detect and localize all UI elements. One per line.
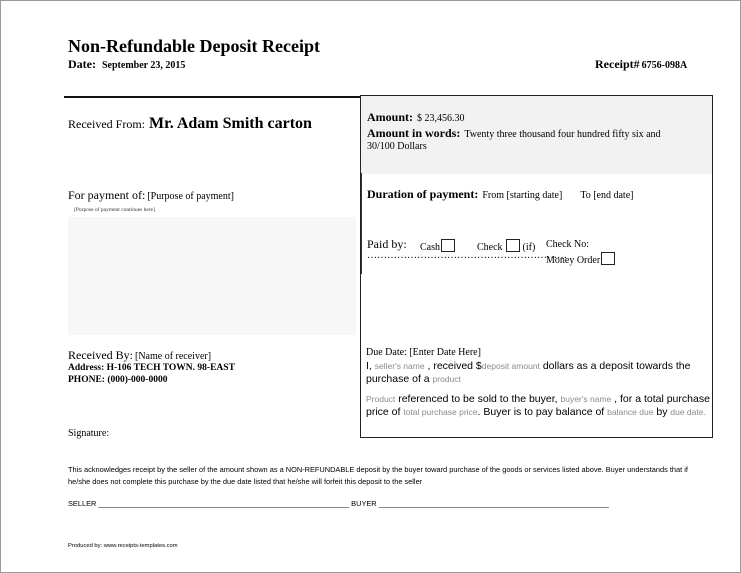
amount-label: Amount:	[367, 110, 414, 124]
money-order-checkbox[interactable]	[601, 252, 615, 265]
receipt-value: 6756-098A	[641, 60, 688, 71]
paid-by-dotted-line: ……………………………………………………	[367, 250, 567, 261]
payment-purpose-continued: [Purpose of payment continues here]	[74, 207, 155, 213]
due-date: Due Date: [Enter Date Here]	[366, 347, 481, 358]
balance-due-placeholder: balance due	[607, 407, 654, 417]
receipt-number	[595, 57, 687, 72]
seller-buyer-signature-line: SELLER _____________________________________________________________ BUYER ________________________________________________________	[68, 499, 609, 508]
terms-text: dollars as a deposit towards the purchase of a	[366, 359, 691, 385]
received-by	[68, 348, 211, 363]
middle-divider	[361, 173, 362, 274]
terms-text: , for a total purchase price of	[366, 392, 710, 418]
seller-name-placeholder: seller's name	[374, 360, 425, 371]
top-divider	[64, 96, 362, 98]
terms-text: I,	[366, 359, 375, 372]
duration-line	[367, 187, 633, 202]
receipt-label: Receipt#	[595, 57, 640, 71]
payment-for-label: For payment of:	[68, 188, 146, 202]
receiver-address: Address: H-106 TECH TOWN. 98-EAST	[68, 363, 235, 373]
amount-value: $ 23,456.30	[417, 113, 465, 124]
received-from	[68, 115, 312, 133]
amount-words-label: Amount in words:	[367, 126, 461, 140]
date-line	[68, 57, 185, 72]
amount-words-value: Twenty three thousand four hundred fifty six and	[464, 129, 661, 140]
duration-label: Duration of payment:	[367, 187, 479, 201]
date-value: September 23, 2015	[101, 60, 186, 71]
amount-words-value-2: 30/100 Dollars	[367, 141, 427, 152]
deposit-amount-placeholder: deposit amount	[481, 360, 540, 371]
duration-from: From [starting date]	[482, 190, 563, 201]
payer-name: Mr. Adam Smith carton	[148, 115, 312, 132]
receiver-phone: PHONE: (000)-000-0000	[68, 375, 168, 385]
terms-text: referenced to be sold to the buyer,	[395, 392, 561, 405]
receiver-name: [Name of receiver]	[134, 351, 212, 362]
payment-for	[68, 188, 234, 203]
terms-text: . Buyer is to pay balance of	[477, 406, 608, 418]
check-label: Check	[477, 242, 503, 253]
amount-words-line	[367, 126, 661, 141]
product-placeholder-2: Product	[366, 393, 396, 404]
document-title: Non-Refundable Deposit Receipt	[68, 36, 320, 56]
date-label: Date:	[68, 57, 96, 71]
amount-line	[367, 110, 465, 125]
check-number-label: Check No:	[546, 239, 590, 250]
due-date-placeholder: due date.	[670, 407, 706, 417]
produced-by: Produced by: www.receipts-templates.com	[68, 543, 178, 549]
signature-label: Signature:	[68, 428, 110, 439]
terms-text: by	[653, 406, 671, 418]
check-if-label: (if)	[522, 242, 536, 253]
product-placeholder: product	[432, 374, 461, 384]
terms-text: , received $	[424, 359, 482, 372]
received-from-label: Received From:	[68, 117, 145, 131]
total-price-placeholder: total purchase price	[403, 407, 478, 417]
duration-to: To [end date]	[580, 190, 634, 201]
buyer-name-placeholder: buyer's name	[560, 393, 612, 404]
paid-by-label: Paid by:	[367, 237, 407, 251]
acknowledgement-text: This acknowledges receipt by the seller of the amount shown as a NON-REFUNDABLE deposit by the buyer toward purchase of the goods or services listed above. Buyer understands that if he/she does not complete this purchase by the due date listed that he/she will forfeit this deposit to the seller	[68, 465, 688, 486]
cash-label: Cash	[420, 242, 440, 253]
money-order-label: Money Order	[546, 255, 601, 266]
received-by-label: Received By:	[68, 348, 133, 362]
deposit-terms	[366, 346, 712, 420]
payment-purpose: [Purpose of payment]	[147, 191, 234, 202]
purpose-area	[68, 217, 356, 335]
